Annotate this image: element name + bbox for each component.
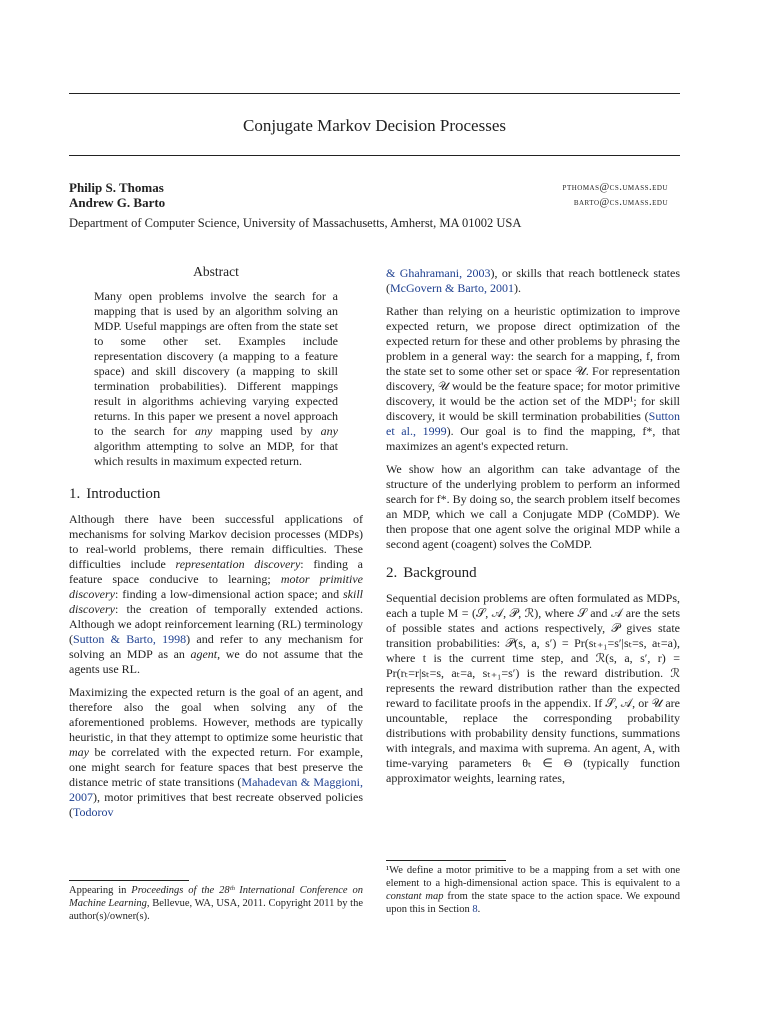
citation-link[interactable]: Mahadevan & Maggioni, 2007 [69,775,363,804]
emphasis: constant map [386,891,444,902]
text: ), or skills that reach bottleneck states ( [386,266,680,295]
text: from the state space to the action space. We expound upon this in Section [386,891,681,915]
section-number: 1. [69,486,81,502]
abstract-em: any [194,424,213,438]
text: be correlated with the expected return. For example, one might search for feature spaces that best preserve the distance metric of state transitions ( [69,745,363,789]
section-title: Introduction [86,486,161,502]
abstract-text-part: mapping used by [212,424,321,438]
footnote-rule-left [69,880,189,881]
text: , Bellevue, WA, USA, 2011. Copyright 2011 by the author(s)/owner(s). [69,898,363,922]
text: , we do not assume that the agents use RL. [69,647,363,676]
section-link[interactable]: 8 [472,904,478,915]
author-email-2[interactable]: barto@cs.umass.edu [573,197,668,208]
left-column [69,264,363,828]
top-rule [69,93,680,94]
citation-link[interactable]: Todorov [73,805,114,819]
text: ¹We define a motor primitive to be a mapping from a set with one element to a high-dimensional action space. This is equivalent to a [386,865,680,889]
introduction-heading [69,487,363,502]
author-email-1[interactable]: pthomas@cs.umass.edu [562,182,668,193]
footnote-rule-right [386,860,506,861]
intro-paragraph-4: We show how an algorithm can take advantage of the structure of the underlying problem to perform an informed search for f*. By doing so, the search problem itself becomes an MDP, which we call a Conjugate MDP (CoMDP). We then propose that one agent solve the original MDP while a second agent (coagent) solves the CoMDP. [386,462,680,551]
text: : finding a low-dimensional action space; and [114,587,343,601]
citation-link[interactable]: McGovern & Barto, 2001 [390,281,514,295]
text: ). [513,281,521,295]
title-bottom-rule [69,155,680,156]
footnote-1 [386,864,680,916]
section-number: 2. [386,565,398,581]
citation-link[interactable]: & Ghahramani, 2003 [386,266,491,280]
section-title: Background [403,565,477,581]
affiliation: Department of Computer Science, University of Massachusetts, Amherst, MA 01002 USA [69,216,522,230]
abstract-text [94,289,338,469]
emphasis: agent [190,647,218,661]
background-heading [386,566,680,581]
abstract-em: any [320,424,338,438]
intro-paragraph-1 [69,512,363,677]
abstract-text-part: algorithm attempting to solve an MDP, for that which results in maximum expected return. [94,439,338,468]
text: ) and refer to any mechanism for solving an MDP as an [69,632,363,661]
text: ), motor primitives that best recreate observed policies ( [69,790,363,819]
abstract-text-part: Many open problems involve the search for a mapping that is used by an algorithm solving an MDP. Useful mappings are often from the state set to some other set. Examples include representation discovery (a mapping to a feature space) and skill discovery (a mapping to skill termination probabilities). Different mappings result in algorithms achieving varying expected returns. In this paper we present a novel approach to the search for [94,289,338,438]
intro-paragraph-2 [69,685,363,820]
emphasis: skill discovery [69,587,363,616]
emphasis: representation discovery [175,557,301,571]
citation-link[interactable]: Sutton et al., 1999 [386,409,680,438]
author-name-2: Andrew G. Barto [69,195,166,210]
citation-link[interactable]: Sutton & Barto, 1998 [73,632,187,646]
abstract-heading: Abstract [193,264,239,279]
paper-title: Conjugate Markov Decision Processes [243,116,506,135]
text: ). Our goal is to find the mapping, f*, that maximizes an agent's expected return. [386,424,680,453]
text: Maximizing the expected return is the goal of an agent, and therefore also the goal when solving any of the aforementioned problems. However, methods are typically heuristic, in that they attempt to optimize some heuristic that [69,685,363,744]
emphasis: Proceedings of the 28ᵗʰ International Conference on Machine Learning [69,885,363,909]
text: Although there have been successful applications of mechanisms for solving Markov decision processes (MDPs) to real-world problems, there remain difficulties. These difficulties include [69,512,363,571]
text: : finding a feature space conducive to learning; [69,557,364,586]
intro-continuation [386,266,680,296]
text: : the creation of temporally extended actions. Although we adopt reinforcement learning (RL) terminology ( [69,602,363,646]
intro-paragraph-3 [386,304,680,454]
text: Appearing in [69,885,132,896]
background-paragraph-1: Sequential decision problems are often formulated as MDPs, each a tuple M = (𝒮, 𝒜, 𝒫, ℛ), where 𝒮 and 𝒜 are the sets of possible states and actions respectively, 𝒫 gives state transition probabilities: 𝒫(s, a, s′) = Pr(sₜ₊₁=s′|sₜ=s, aₜ=a), where t is the current time step, and ℛ(s, a, s′, r) = Pr(rₜ=r|sₜ=s, aₜ=a, sₜ₊₁=s′) is the reward distribution. ℛ represents the reward distribution rather than the expected reward to facilitate proofs in the appendix. If 𝒮, 𝒜, or 𝒰 are uncountable, replace the corresponding probability distributions with probability density functions, summations with integrals, and maxima with suprema. An agent, A, with time-varying parameters θₜ ∈ Θ (typically function approximator weights, learning rates, [386,591,680,785]
emphasis: motor primitive discovery [69,572,363,601]
right-column [386,266,680,794]
venue-footnote [69,884,363,923]
emphasis: may [69,745,89,759]
text: . [477,904,481,915]
author-name-1: Philip S. Thomas [69,180,164,195]
text: Rather than relying on a heuristic optimization to improve expected return, we propose direct optimization of the expected return for these and other problems by phrasing the problem in a general way: the search for a mapping, f, from the state set to some other set or space 𝒰. For representation discovery, 𝒰 would be the feature space; for motor primitive discovery, it would be the action set of the MDP¹; for skill discovery, it would be skill termination probabilities ( [386,304,680,423]
